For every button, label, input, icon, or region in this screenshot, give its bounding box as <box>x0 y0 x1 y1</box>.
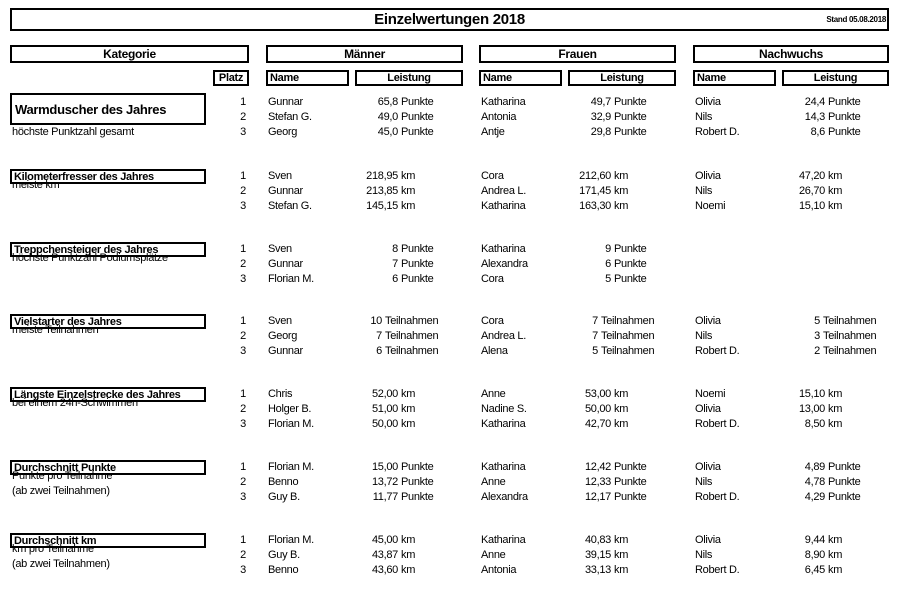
result-value: 2 <box>814 345 820 357</box>
platz: 1 <box>240 388 246 400</box>
result-value: 7 <box>376 330 382 342</box>
result-unit: km <box>401 418 416 430</box>
page-title: Einzelwertungen 2018 <box>374 11 525 28</box>
platz: 3 <box>240 345 246 357</box>
athlete-name: Stefan G. <box>268 111 312 123</box>
result-value: 33,13 <box>584 564 611 576</box>
athlete-name: Georg <box>268 126 298 138</box>
result-value: 13,72 <box>371 476 398 488</box>
result-value: 5 <box>592 345 598 357</box>
result-unit: Punkte <box>828 126 861 138</box>
athlete-name: Alena <box>481 345 508 357</box>
result-value: 6,45 <box>804 564 825 576</box>
header-kategorie: Kategorie <box>10 45 249 63</box>
section-subtitle: km pro Teilnahme <box>12 543 94 555</box>
athlete-name: Robert D. <box>695 345 740 357</box>
result-unit: Punkte <box>828 491 861 503</box>
result-value: 4,89 <box>804 461 825 473</box>
result-value: 5 <box>605 273 611 285</box>
athlete-name: Olivia <box>695 315 721 327</box>
result-value: 15,10 <box>798 200 825 212</box>
athlete-name: Katharina <box>481 243 526 255</box>
result-unit: Punkte <box>401 111 434 123</box>
athlete-name: Katharina <box>481 200 526 212</box>
result-unit: km <box>828 418 843 430</box>
platz: 1 <box>240 315 246 327</box>
athlete-name: Katharina <box>481 461 526 473</box>
result-unit: Teilnahmen <box>385 345 439 357</box>
section-title: Treppchensteiger des Jahres <box>10 242 206 257</box>
subheader-leistung-frauen: Leistung <box>568 70 676 86</box>
result-value: 9 <box>605 243 611 255</box>
stand-date: Stand 05.08.2018 <box>826 15 886 24</box>
athlete-name: Guy B. <box>268 549 300 561</box>
result-value: 163,30 <box>579 200 611 212</box>
result-value: 8,6 <box>810 126 825 138</box>
athlete-name: Sven <box>268 170 292 182</box>
platz: 2 <box>240 111 246 123</box>
athlete-name: Alexandra <box>481 491 528 503</box>
result-value: 45,0 <box>377 126 398 138</box>
result-value: 50,00 <box>584 403 611 415</box>
result-unit: km <box>828 388 843 400</box>
platz: 2 <box>240 185 246 197</box>
athlete-name: Georg <box>268 330 298 342</box>
result-unit: Punkte <box>401 273 434 285</box>
result-unit: km <box>614 185 629 197</box>
platz: 1 <box>240 461 246 473</box>
athlete-name: Holger B. <box>268 403 312 415</box>
result-unit: Teilnahmen <box>823 330 877 342</box>
result-unit: km <box>614 388 629 400</box>
result-value: 7 <box>592 315 598 327</box>
athlete-name: Guy B. <box>268 491 300 503</box>
result-value: 8,50 <box>804 418 825 430</box>
result-value: 145,15 <box>366 200 398 212</box>
result-unit: Punkte <box>401 126 434 138</box>
result-unit: Punkte <box>614 111 647 123</box>
result-value: 39,15 <box>584 549 611 561</box>
athlete-name: Nils <box>695 185 713 197</box>
section-subtitle: höchste Punktzahl Podiumsplätze <box>12 252 168 264</box>
result-unit: Punkte <box>401 243 434 255</box>
athlete-name: Olivia <box>695 96 721 108</box>
result-unit: Punkte <box>401 96 434 108</box>
athlete-name: Gunnar <box>268 96 303 108</box>
section-title: Vielstarter des Jahres <box>10 314 206 329</box>
result-value: 213,85 <box>366 185 398 197</box>
athlete-name: Robert D. <box>695 564 740 576</box>
result-unit: km <box>828 200 843 212</box>
athlete-name: Katharina <box>481 534 526 546</box>
subheader-platz: Platz <box>213 70 249 86</box>
result-unit: km <box>401 564 416 576</box>
result-value: 7 <box>592 330 598 342</box>
result-value: 4,29 <box>804 491 825 503</box>
athlete-name: Anne <box>481 388 506 400</box>
athlete-name: Cora <box>481 170 504 182</box>
athlete-name: Chris <box>268 388 293 400</box>
result-value: 13,00 <box>798 403 825 415</box>
subheader-name-nachwuchs: Name <box>693 70 776 86</box>
result-value: 49,7 <box>590 96 611 108</box>
athlete-name: Cora <box>481 315 504 327</box>
result-value: 40,83 <box>584 534 611 546</box>
result-unit: km <box>614 549 629 561</box>
athlete-name: Benno <box>268 564 299 576</box>
athlete-name: Antje <box>481 126 505 138</box>
platz: 2 <box>240 258 246 270</box>
result-value: 12,33 <box>584 476 611 488</box>
athlete-name: Andrea L. <box>481 330 527 342</box>
platz: 3 <box>240 273 246 285</box>
athlete-name: Florian M. <box>268 534 314 546</box>
header-nachwuchs: Nachwuchs <box>693 45 889 63</box>
result-unit: Punkte <box>614 476 647 488</box>
athlete-name: Cora <box>481 273 504 285</box>
section-subtitle: meiste Teilnahmen <box>12 324 99 336</box>
result-value: 42,70 <box>584 418 611 430</box>
platz: 3 <box>240 126 246 138</box>
result-unit: km <box>401 549 416 561</box>
section-title: Durchschnitt Punkte <box>10 460 206 475</box>
subheader-name-maenner: Name <box>266 70 349 86</box>
result-unit: Punkte <box>828 96 861 108</box>
platz: 3 <box>240 418 246 430</box>
section-subtitle: bei einem 24h-Schwimmen <box>12 397 138 409</box>
result-unit: Punkte <box>401 491 434 503</box>
result-value: 43,87 <box>371 549 398 561</box>
athlete-name: Nadine S. <box>481 403 527 415</box>
result-unit: Punkte <box>614 126 647 138</box>
athlete-name: Anne <box>481 549 506 561</box>
platz: 2 <box>240 330 246 342</box>
section-subtitle: höchste Punktzahl gesamt <box>12 126 134 138</box>
result-value: 218,95 <box>366 170 398 182</box>
result-unit: Teilnahmen <box>601 330 655 342</box>
result-value: 8 <box>392 243 398 255</box>
result-unit: km <box>401 534 416 546</box>
result-value: 6 <box>392 273 398 285</box>
athlete-name: Olivia <box>695 534 721 546</box>
result-value: 5 <box>814 315 820 327</box>
athlete-name: Robert D. <box>695 418 740 430</box>
platz: 1 <box>240 243 246 255</box>
result-value: 12,17 <box>584 491 611 503</box>
result-unit: Teilnahmen <box>601 345 655 357</box>
result-value: 53,00 <box>584 388 611 400</box>
result-value: 43,60 <box>371 564 398 576</box>
result-unit: Punkte <box>401 461 434 473</box>
athlete-name: Noemi <box>695 388 726 400</box>
result-unit: km <box>614 418 629 430</box>
athlete-name: Olivia <box>695 170 721 182</box>
result-unit: km <box>614 403 629 415</box>
athlete-name: Florian M. <box>268 418 314 430</box>
result-unit: Punkte <box>401 476 434 488</box>
result-unit: Teilnahmen <box>823 315 877 327</box>
result-unit: Teilnahmen <box>823 345 877 357</box>
result-value: 45,00 <box>371 534 398 546</box>
result-unit: Teilnahmen <box>601 315 655 327</box>
result-unit: Punkte <box>614 491 647 503</box>
result-unit: km <box>614 170 629 182</box>
athlete-name: Gunnar <box>268 345 303 357</box>
result-unit: km <box>828 170 843 182</box>
result-unit: km <box>828 185 843 197</box>
result-unit: Punkte <box>401 258 434 270</box>
platz: 1 <box>240 170 246 182</box>
athlete-name: Andrea L. <box>481 185 527 197</box>
athlete-name: Olivia <box>695 403 721 415</box>
athlete-name: Nils <box>695 111 713 123</box>
section-title: Durchschnitt km <box>10 533 206 548</box>
athlete-name: Nils <box>695 549 713 561</box>
athlete-name: Gunnar <box>268 185 303 197</box>
platz: 1 <box>240 96 246 108</box>
result-value: 26,70 <box>798 185 825 197</box>
result-unit: km <box>401 200 416 212</box>
result-unit: km <box>614 534 629 546</box>
result-unit: Punkte <box>828 476 861 488</box>
result-unit: km <box>828 549 843 561</box>
athlete-name: Alexandra <box>481 258 528 270</box>
result-unit: Punkte <box>614 461 647 473</box>
athlete-name: Robert D. <box>695 126 740 138</box>
subheader-name-frauen: Name <box>479 70 562 86</box>
athlete-name: Robert D. <box>695 491 740 503</box>
platz: 2 <box>240 549 246 561</box>
result-unit: Punkte <box>614 96 647 108</box>
result-unit: Teilnahmen <box>385 315 439 327</box>
result-value: 11,77 <box>372 491 398 503</box>
athlete-name: Benno <box>268 476 299 488</box>
subheader-leistung-maenner: Leistung <box>355 70 463 86</box>
result-value: 29,8 <box>590 126 611 138</box>
result-unit: km <box>401 185 416 197</box>
result-unit: km <box>614 564 629 576</box>
section-title: Warmduscher des Jahres <box>10 93 206 125</box>
section-subtitle: (ab zwei Teilnahmen) <box>12 485 110 497</box>
athlete-name: Nils <box>695 330 713 342</box>
result-value: 47,20 <box>798 170 825 182</box>
result-value: 65,8 <box>377 96 398 108</box>
athlete-name: Anne <box>481 476 506 488</box>
result-unit: km <box>401 170 416 182</box>
platz: 3 <box>240 491 246 503</box>
result-value: 12,42 <box>584 461 611 473</box>
result-value: 15,10 <box>798 388 825 400</box>
header-frauen: Frauen <box>479 45 676 63</box>
result-unit: Punkte <box>614 243 647 255</box>
athlete-name: Stefan G. <box>268 200 312 212</box>
result-value: 212,60 <box>579 170 611 182</box>
result-value: 3 <box>814 330 820 342</box>
platz: 2 <box>240 476 246 488</box>
header-maenner: Männer <box>266 45 463 63</box>
section-title: Kilometerfresser des Jahres <box>10 169 206 184</box>
athlete-name: Antonia <box>481 111 517 123</box>
athlete-name: Noemi <box>695 200 726 212</box>
result-value: 15,00 <box>371 461 398 473</box>
section-subtitle: (ab zwei Teilnahmen) <box>12 558 110 570</box>
result-value: 49,0 <box>377 111 398 123</box>
result-unit: Punkte <box>828 111 861 123</box>
athlete-name: Katharina <box>481 418 526 430</box>
section-title: Längste Einzelstrecke des Jahres <box>10 387 206 402</box>
result-unit: km <box>828 403 843 415</box>
athlete-name: Florian M. <box>268 273 314 285</box>
platz: 3 <box>240 564 246 576</box>
result-value: 8,90 <box>804 549 825 561</box>
result-unit: km <box>828 564 843 576</box>
athlete-name: Gunnar <box>268 258 303 270</box>
result-value: 14,3 <box>804 111 825 123</box>
section-subtitle: meiste km <box>12 179 60 191</box>
result-unit: Punkte <box>614 258 647 270</box>
title-box <box>10 8 889 31</box>
athlete-name: Katharina <box>481 96 526 108</box>
subheader-leistung-nachwuchs: Leistung <box>782 70 889 86</box>
result-unit: Punkte <box>828 461 861 473</box>
athlete-name: Sven <box>268 315 292 327</box>
result-unit: km <box>401 388 416 400</box>
result-unit: Punkte <box>614 273 647 285</box>
result-value: 50,00 <box>371 418 398 430</box>
result-value: 9,44 <box>804 534 825 546</box>
result-value: 24,4 <box>804 96 825 108</box>
result-value: 10 <box>370 315 382 327</box>
athlete-name: Florian M. <box>268 461 314 473</box>
section-subtitle: Punkte pro Teilnahme <box>12 470 113 482</box>
result-value: 52,00 <box>371 388 398 400</box>
result-unit: Teilnahmen <box>385 330 439 342</box>
platz: 1 <box>240 534 246 546</box>
platz: 2 <box>240 403 246 415</box>
result-value: 6 <box>605 258 611 270</box>
result-value: 7 <box>392 258 398 270</box>
result-value: 32,9 <box>590 111 611 123</box>
result-value: 4,78 <box>804 476 825 488</box>
athlete-name: Sven <box>268 243 292 255</box>
result-unit: km <box>401 403 416 415</box>
athlete-name: Antonia <box>481 564 517 576</box>
result-value: 51,00 <box>371 403 398 415</box>
platz: 3 <box>240 200 246 212</box>
result-unit: km <box>828 534 843 546</box>
athlete-name: Olivia <box>695 461 721 473</box>
result-value: 6 <box>376 345 382 357</box>
result-value: 171,45 <box>579 185 611 197</box>
result-unit: km <box>614 200 629 212</box>
athlete-name: Nils <box>695 476 713 488</box>
